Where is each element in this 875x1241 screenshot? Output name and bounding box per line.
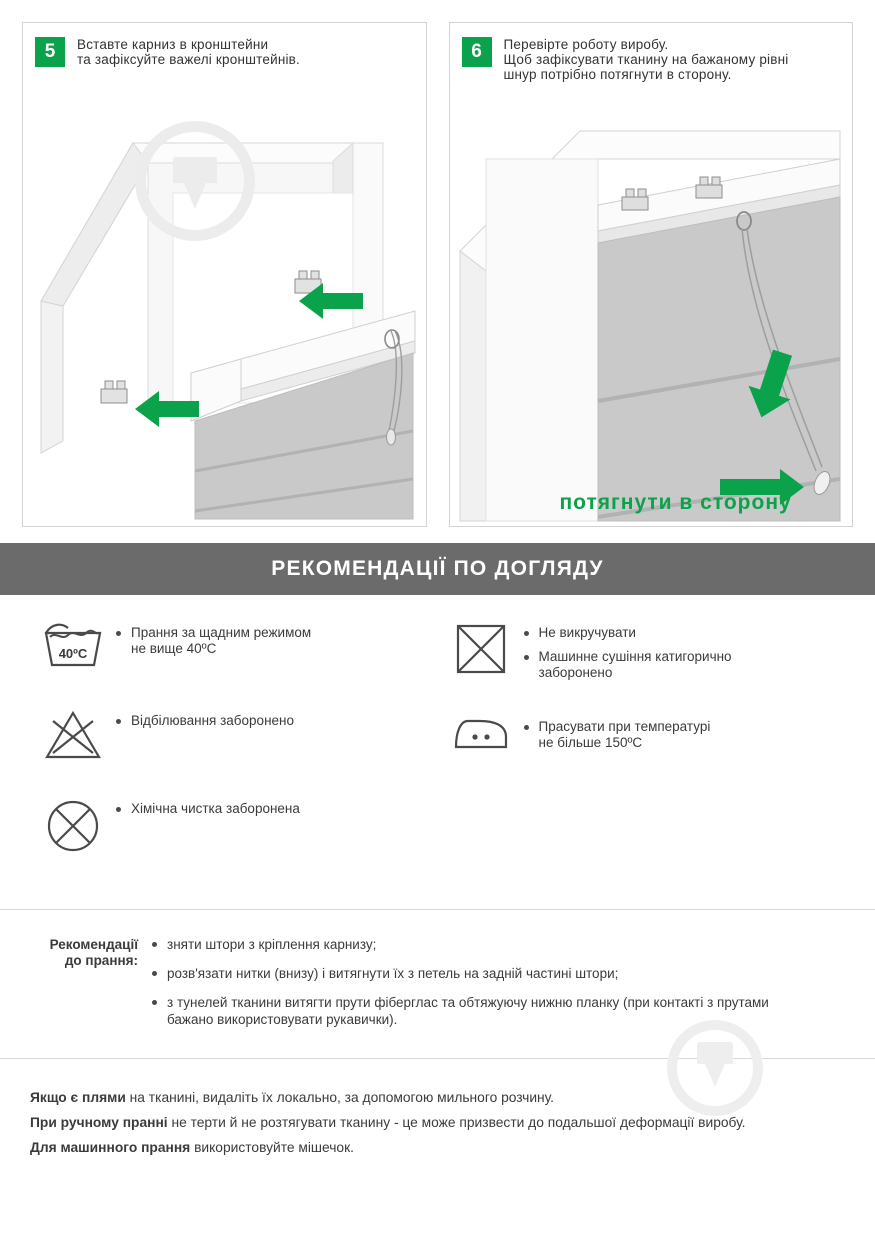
care-text-no-bleach: [116, 709, 294, 737]
wash-recommendations-list: [138, 936, 849, 1040]
step-panel-5: [22, 22, 427, 527]
bullet-icon: [524, 631, 529, 636]
bullet-icon: [152, 1000, 157, 1005]
care-item: [116, 625, 311, 657]
list-item: [152, 936, 849, 953]
step-6-text: [504, 37, 789, 82]
no-bleach-triangle-icon: [30, 709, 116, 761]
no-wring-square-icon: [438, 621, 524, 677]
list-item-text: [167, 994, 769, 1028]
footer-section: [0, 1058, 875, 1160]
wash-recommendations-title: [26, 936, 138, 1040]
step-6-illustration: [450, 101, 853, 526]
pull-sideways-label: потягнути в сторону: [559, 491, 792, 514]
care-item-line1: Прасувати при температурі: [538, 719, 711, 734]
step-6-text-line3: шнур потрібно потягнути в сторону.: [503, 67, 732, 82]
bullet-icon: [524, 655, 529, 660]
list-item: [152, 994, 849, 1028]
care-item-text: [131, 625, 311, 657]
step-5-illustration: [23, 101, 426, 526]
step-5-header: [23, 23, 426, 73]
step-6-text-line2: Щоб зафіксувати тканину на бажаному рівні: [503, 52, 789, 67]
list-item-text: розв'язати нитки (внизу) і витягнути їх з петель на задній частині штори;: [167, 966, 619, 981]
care-item: [116, 713, 294, 729]
care-row-no-bleach: [30, 709, 438, 771]
watermark-drop-icon: [135, 121, 255, 241]
care-text-iron: [524, 715, 711, 759]
step-5-text-line2: та зафіксуйте важелі кронштейнів.: [77, 52, 300, 67]
note-hand-wash: [30, 1110, 845, 1135]
care-banner: РЕКОМЕНДАЦІЇ ПО ДОГЛЯДУ: [0, 543, 875, 595]
svg-text:40ºC: 40ºC: [58, 646, 88, 661]
step-5-number: 5: [35, 37, 65, 67]
care-item-line1: Прання за щадним режимом: [131, 625, 312, 640]
bullet-icon: [116, 807, 121, 812]
bullet-icon: [524, 725, 529, 730]
step-panel-6: [449, 22, 854, 527]
care-item-line1: Відбілювання заборонено: [131, 713, 294, 728]
note-hand-wash-bold: При ручному пранні: [30, 1115, 168, 1130]
care-text-wash: [116, 621, 311, 665]
care-text-no-wring: [524, 621, 732, 689]
care-item: [524, 649, 732, 681]
wash-recommendations: [0, 910, 875, 1040]
bullet-icon: [152, 971, 157, 976]
note-stains-bold: Якщо є плями: [30, 1090, 126, 1105]
care-row-wash: [30, 621, 438, 683]
wash-tub-40-icon: [30, 621, 116, 669]
list-item-line2: бажано використовувати рукавички).: [167, 1012, 398, 1027]
care-column-right: [438, 621, 846, 885]
list-item-text: зняти штори з кріплення карнизу;: [167, 937, 377, 952]
step-6-header: [450, 23, 853, 88]
bullet-icon: [116, 631, 121, 636]
footer-notes: [0, 1059, 875, 1160]
step-6-text-line1: Перевірте роботу виробу.: [503, 37, 669, 52]
note-hand-wash-rest: не терти й не розтягувати тканину - це може призвести до подальшої деформації виробу.: [167, 1115, 746, 1130]
note-machine-wash-bold: Для машинного прання: [30, 1140, 191, 1155]
steps-section: [0, 0, 875, 527]
care-item: [524, 625, 732, 641]
list-item-line1: з тунелей тканини витягти прути фіберглас та обтяжуючу нижню планку (при контакті з прутами: [167, 995, 769, 1010]
care-item-line1: Хімічна чистка заборонена: [131, 801, 300, 816]
care-item: [524, 719, 711, 751]
wash-title-line2: до прання:: [64, 953, 138, 968]
care-item-line2: не більше 150ºС: [538, 735, 643, 750]
note-stains-rest: на тканині, видаліть їх локально, за допомогою мильного розчину.: [125, 1090, 555, 1105]
no-dry-clean-circle-icon: [30, 797, 116, 855]
care-item: [116, 801, 300, 817]
list-item: [152, 965, 849, 982]
care-item-line1: Машинне сушіння катигорично: [538, 649, 732, 664]
care-row-iron: [438, 715, 846, 777]
iron-two-dots-icon: [438, 715, 524, 757]
bullet-icon: [116, 719, 121, 724]
care-text-no-dryclean: [116, 797, 300, 825]
step-5-text: [77, 37, 300, 67]
step-5-text-line1: Вставте карниз в кронштейни: [77, 37, 269, 52]
care-grid: [0, 595, 875, 895]
care-item-text: [539, 649, 732, 681]
care-item-line2: не вище 40ºС: [131, 641, 217, 656]
care-column-left: [30, 621, 438, 885]
step-6-drawing: [450, 101, 853, 526]
step-6-number: 6: [462, 37, 492, 67]
note-machine-wash-rest: використовуйте мішечок.: [190, 1140, 354, 1155]
note-machine-wash: [30, 1135, 845, 1160]
note-stains: [30, 1085, 845, 1110]
care-item-text: [539, 719, 711, 751]
care-item-line2: заборонено: [538, 665, 613, 680]
care-item-line1: Не викручувати: [538, 625, 636, 640]
care-row-no-wring: [438, 621, 846, 689]
care-row-no-dryclean: [30, 797, 438, 859]
bullet-icon: [152, 942, 157, 947]
wash-title-line1: Рекомендації: [49, 937, 138, 952]
